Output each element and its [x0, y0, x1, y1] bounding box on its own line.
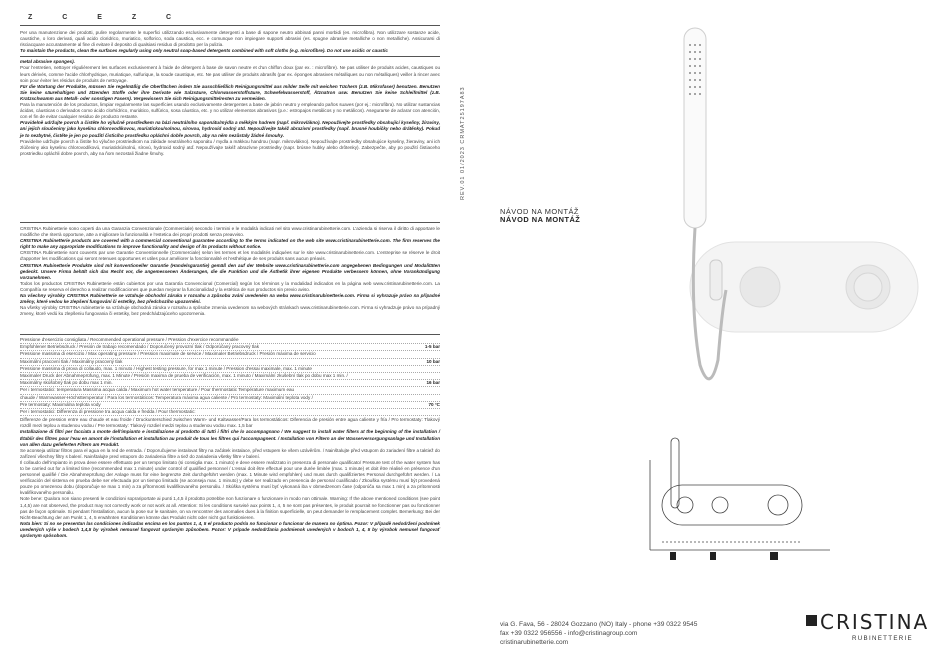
warranty-rule [20, 222, 440, 223]
header-rule [20, 25, 440, 26]
spec-label: Maximaler Druck der Abnahmeprüfung, max. 1 Minute / Presión maxima de prueba de verificación, max. 1 minuto / Maximální zkušební tlak po dobu max 1 min. / [20, 373, 348, 379]
spec-value [412, 395, 440, 401]
cleaning-es: Para la manutención de los productos, limpiar regularmente las superficies usando exclusivamente detergentes a base de jabón neutro y empleando paños suaves (por ej.: microfibra). No utilizar sustancias ácidas, cáusticas o derivados como ácido clorhídrico, muriático, sulfúrico, sosa cáustica, etc. y no utilizar elementos abrasivos (p.e.: estropajos metálicos y no metálicos). Asegurarse de aclarar con atención, con el fin de evitar cualquier residuo de producto restante. [20, 102, 440, 120]
spec-row [20, 351, 440, 358]
address-line-3: cristinarubinetterie.com [500, 639, 569, 646]
cleaning-de: Für die Wartung der Produkte, müssen Sie regelmäßig die Oberflächen indem Sie ausschließlich Reinigungsmittel aus milder Seife mit weichen Tüchern (z.B. Mikrofaser) benutzen. Benutzen Sie keine säurehaltigen und ätzenden Stoffe oder ihre Derivate wie Salzsäure, Chlorwasserstoffsäure, Schwefelwasserstoff, Ätznatron usw. Benutzen Sie keine Schleifmittel (z.B. Kratzschwamm aus Metall- oder sonstigen Fasern). Vergewissern Sie sich Reinigungsmittelresten zu vermeiden. [20, 83, 440, 101]
spec-label: Pressione massima di esercizio / Max operating pressure / Pression maximale de service / Maximaler Betriebsdruck / Presión máxima de servicio [20, 351, 316, 357]
install-filters-2: Se aconseja utilizar filtros para el agua en la red de entrada. / Doporučujeme instalovat filtry na začátek instalace, před vstupem ke všem uzávěrům. / Nainštalujte před vstupom do zariadení filtre a taktiež do zařízení všechny filtry s balení. Nainštalujte pred vstupom do zariadenia filtre a tiež do zariadenia všetky filtre v balení. [20, 447, 440, 459]
install-test: Il collaudo dell'impianto in prova deve essere effettuato per un tempo limitato (si consiglia max. 1 minuto) e deve essere realizzato in presenza di personale qualificato/ Pressure test of the water system has to be carried out for a limited time (recommended max 1 minute) under control of qualified personnel / L'essai doit être effectué pour une durée limitée (max. 1 minute) et doit être réalisé en présence d'un personnel qualifié / Die Abnahmeprüfung der Anlage muss für eine begrenzte Zeit durchgeführt werden (max. 1 Minute wird empfohlen) und muss durch qualifiziertes Personal durchgeführt werden. / La verificación del sistema en prueba debe ser efectuada por un tiempo limitado (se aconseja max. 1 minuto) y debe ser realizado en presencia de personal cualificado / Zkouška systému musí být provedená pouze po omezenou dobu (doporučuje se max 1 min) a za přítomnosti kvalifikovaného personálu. / Skúška systému musí byť vykonaná iba v obmedzenom čase (odporúča sa max 1 min) a za prítomnosti kvalifikovaného personálu. [20, 459, 440, 496]
spec-row [20, 387, 440, 394]
spec-label: Maximální pracovní tlak / Maximálny pracovný tlak [20, 358, 123, 364]
warranty-en: CRISTINA Rubinetterie products are covered with a commercial conventional guarantee according to the terms indicated on the web site www.cristinarubinetterie.com. The firm reserves the right to make any appropriate modifications to improve functionality and design of its products without notice. [20, 238, 440, 250]
warranty-it: CRISTINA Rubinetterie sono coperti da una Garanzia Convenzionale (Commerciale) secondo i termini e le modalità indicati nel sito www.cristinarubinetterie.com. L'azienda si riserva il diritto di apportare le modifiche che riterrà opportune, atte a migliorare la funzionalità e l'estetica dei propri prodotti senza preavviso. [20, 226, 440, 238]
cristina-logo [806, 610, 930, 642]
spec-value: 10 bar [426, 358, 440, 364]
language-header [20, 14, 440, 26]
warranty-es: Todos los productos CRISTINA Rubinetterie están cubiertos por una Garantía Convencional (Comercial) según los términos y la modalidad indicados en la página web www.cristinarubinetterie.com. La Compañía se reserva el derecho a realizar modificaciones que puedan mejorar la funcionalidad y la estética de sus productos sin previo aviso. [20, 280, 440, 292]
technical-drawing [640, 430, 840, 580]
spec-value [412, 351, 440, 357]
spec-row [20, 337, 440, 344]
spec-value [412, 409, 440, 415]
spec-value: 1-5 bar [424, 344, 440, 350]
cleaning-cz: Pravidelně udržujte povrch a čistěte ho výlučně prostředkem na bázi neutrálního saponátu/mýdla a měkkým hadrem (např. mikrovlákno). Nepoužívejte prostředky obsahující kyseliny, žíraviny, ani jejich sloučeniny jako kyselinu chlorovodíkovou, muriatickou/solnou, sírovou, hydroxid sodný atd. Nepoužívejte takéž abrazivní prostředky (např. brusné houbičky nebo drátěnky). Pokud je to nezbytné, čistěte je jen po použití čisticího prostředku opláchni dobře povrch, aby na něm nezůstaly žádné šmouhy. [20, 120, 440, 138]
install-notes [20, 417, 440, 539]
title-line-2: NÁVOD NA MONTÁŽ [500, 215, 581, 224]
company-address [500, 620, 697, 647]
spec-row [20, 380, 440, 387]
warranty-section [20, 222, 440, 317]
spec-value [412, 387, 440, 393]
cleaning-en: To maintain the products, clean the surfaces regularly using only neutral soap-based detergents combined with soft cloths (e.g. microfibre). Do not use acidic or caustic [20, 48, 388, 54]
spec-label: Empfohlener Betriebsdruck / Presión de trabajo recomendado / Doporučený provozní tlak / Odporúčaný pracovný tlak [20, 344, 260, 350]
logo-square-icon [806, 615, 817, 626]
spec-label: Pressione massima di prova di collaudo, max. 1 minuto / Highest testing pressure, for max 1 minute / Pression d'essai maximale, max. 1 minute [20, 365, 312, 371]
product-illustration [660, 10, 920, 400]
spec-value [412, 337, 440, 343]
cleaning-rule [20, 56, 440, 57]
warranty-de: CRISTINA Rubinetterie Produkte sind mit konventioneller Garantie (Handelsgarantie) gemäß den auf der Website www.cristinarubinetterie.com angegebenen Bedingungen und Modalitäten gedeckt. Unsere Firma behält sich das Recht vor, die angemessenen Änderungen, die die Funktion und die Ästhetik ihrer eigenen Produkte verbessern können, ohne Vorankündigung vorzunehmen. [20, 262, 440, 280]
revision-code [452, 10, 466, 210]
spec-value: 16 bar [426, 380, 440, 386]
warranty-sk: Na všetky výrobky CRISTINA rubinetterie sa vzťahuje obchodná záruka v rozsahu a spôsobe zmenia uvedenom na webových stránkach www.cristinarubinetterie.com. Firma si vyhradzuje právo na prípadný zmeny, ktoré vedú ku zlepšeniu fungovania či estetiky, bez predchádzajúceho upozornenia. [20, 305, 440, 317]
spec-row [20, 395, 440, 402]
warranty-fr: CRISTINA Rubinetterie sont couverts par une Garantie Conventionnelle (Commerciale) selon les termes et les modalités indiquées sur le site www.cristinarubinetterie.com. L'entreprise se réserve le droit d'apporter les modifications qui seront retenues opportunes et utiles pour améliorer la fonctionnalité et l'esthétique de ses produits sans aucun préavis. [20, 250, 440, 262]
address-line-1: via G. Fava, 56 - 28024 Gozzano (NO) Italy - phone +39 0322 9545 [500, 621, 698, 628]
technical-section [20, 334, 440, 539]
cleaning-it: Per una manutenzione dei prodotti, pulire regolarmente le superfici utilizzando esclusivamente detergenti a base di sapone neutro abbinati panni morbidi (es. microfibra). Non utilizzare sostanze acide, caustiche, o loro derivati, quali acido cloridrico, muriatico, solforico, soda caustica, ecc. e comunque non impiegare supporti abrasivi (es. spugne abrasive metalliche o non metalliche). Assicurarsi di risciacquare accuratamente al fine di evitare il deposito di qualsiasi residuo di prodotto per la pulizia. [20, 30, 440, 48]
install-warning: Note bene: Qualora non siano presenti le condizioni soprariportate ai punti 1,4,5 il prodotto potrebbe non funzionare o funzionare in modo non ottimale. Warning: If the above mentioned conditions (see point 1,4,5) are not observed, the product may not correctly work or not work at all. Attention: Si les conditions susvisé aux points 1, 4, 5 ne sont pas présentes, le produit pourrait ne fonctionner pas ou fonctionner pas de façon optimale. Si pendant l'installation, aucun la pose sur le sanitaire, on va rencontrer des anomalies dues à la finition superficielle, on peut demander le remplacement complet. Bemerkung: Bei der Nicht-Beachtung der am Punkt 1, 4, 5 erwähnten Konditionen könnte das Produkt nicht oder nicht gut funktionieren. [20, 496, 440, 520]
spec-list [20, 337, 440, 416]
revision-code-text: REV.01 01/2023 CRMAT25197A83 [460, 86, 466, 200]
install-warning-2: Nota bien: Si no se presentan las condiciones indicadas encima en los puntos 1, 4, 5 el producto podría no funcionar o funcionar de manera no óptima. Pozor: V případě nedodržení podmínek uvedených výše v bodech 1,4,5 by výrobek nemusel fungovat správným způsobem. Pozor: V prípade nedodržania podmienok uvedených v bodoch 1, 4, 5 by výrobok nemusel fungovať správnym spôsobom. [20, 520, 440, 539]
spec-label: chaude / Warmwasser-Höchsttemperatur / Para los termostáticos: Temperatura máxima agua caliente / Pro termostaty: Maximální teplota vody / [20, 394, 313, 400]
logo-subtitle: RUBINETTERIE [852, 635, 913, 642]
install-filters: Installazione di filtri per facciata a monte dell'impianto e installazione al prodotto di tutti i filtri che lo accompagnano / We suggest to install water filters at the beginning of the installation / Établir des filtres pour l'eau en amont de l'installation et installation au produit de tous les filtres qui l'accompagnent. / Installation von Filtern an der Wasserversorgungsanlage und Installation von allen dazu gelieferten Filtern am Produkt. [20, 429, 440, 447]
spec-row [20, 402, 440, 409]
spec-label: Pressione d'esercizio consigliata / Recommended operational pressure / Pression d'exercice recommandée [20, 337, 239, 342]
language-codes: Z C E Z C [28, 14, 186, 21]
spec-row [20, 373, 440, 380]
cleaning-sk: Pravidelne udržujte povrch a čistite ho výlučne prostriedkom na základe neutrálneho saponátu / mydla a mäkkou handrou (napr. mikrovlákno). Nepoužívajte prostriedky obsahujúce kyseliny, žieraviny, ani ich zlúčeniny ako kyselinu chlorovodíkovú, muriatickú/solnú, sírovú, hydroxid sodný atď. Nepoužívajte takéž abrazívne prostriedky (napr. brúsne hubky alebo drôtenky). Zabezpečte, aby po použití čistiaceho prostriedku opláchli dobre povrch, aby na ňom nezostali žiadne šmuhy. [20, 138, 440, 156]
spec-label: Maximálny skúšobný tlak po dobu max 1 min. [20, 380, 113, 386]
title-line-1: NÁVOD NA MONTÁŽ [500, 207, 579, 216]
warranty-cz: Na všechny výrobky CRISTINA Rubinetterie se vztahuje obchodní záruka v rozsahu a způsobu zváni uvedeném na webu www.cristinarubinetterie.com. Firma si vyhrazuje právo na případné změny, které vedou ke zlepšení fungování či estetiky, bez předchozího upozornění. [20, 293, 440, 305]
spec-value: 70 °C [428, 401, 440, 407]
address-line-2: fax +39 0322 956556 - info@cristinagroup.com [500, 630, 638, 637]
spec-row [20, 344, 440, 351]
cleaning-section [20, 30, 440, 157]
cleaning-en-2: metal abrasive sponges). [20, 59, 75, 65]
spec-value [412, 373, 440, 379]
spec-row [20, 409, 440, 416]
spec-label: Per i termostatici: temperatura Massima acqua calda / Maximum hot water temperature / Pour thermostatic Température maximum eau [20, 387, 295, 393]
spec-row [20, 366, 440, 373]
logo-name: CRISTINA [820, 610, 930, 634]
install-pressure-diff: Differenze de pression entre eau chaude et eau froide / Druckunterschied zwischen Warm- und Kaltwasser/Para los termostáticos: Diferencia de presión entre agua caliente y fría / Pro termostaty: Tlakový rozdíl mezi teplou a studenou vodou / Pre termostaty: Tlakový rozdiel medzi teplou a studenou vodou max. 1,5 bar [20, 417, 440, 429]
spec-value [412, 366, 440, 372]
specs-rule [20, 334, 440, 335]
cleaning-fr: Pour l'entretien, nettoyer régulièrement les surfaces exclusivement à l'aide de détergent à base de savon neutre et d'un chiffon doux (par ex. : microfibre). Ne pas utiliser de produits acides, caustiques ou leurs dérivés, comme l'acide chlorhydrique, muriatique, sulfurique, la soude caustique, etc. Ne pas utiliser de produits abrasifs (par ex. éponges abrasives métalliques ou non métalliques) veiller à rincer avec soin pour éviter les résidus de produits de nettoyage. [20, 65, 440, 83]
spec-label: Pre termostaty: Maximálna teplota vody [20, 401, 101, 407]
spec-label: Per i termostatici: Differenza di pressione tra acqua calda e fredda / Pour thermostatic: [20, 409, 196, 415]
spec-row [20, 359, 440, 366]
